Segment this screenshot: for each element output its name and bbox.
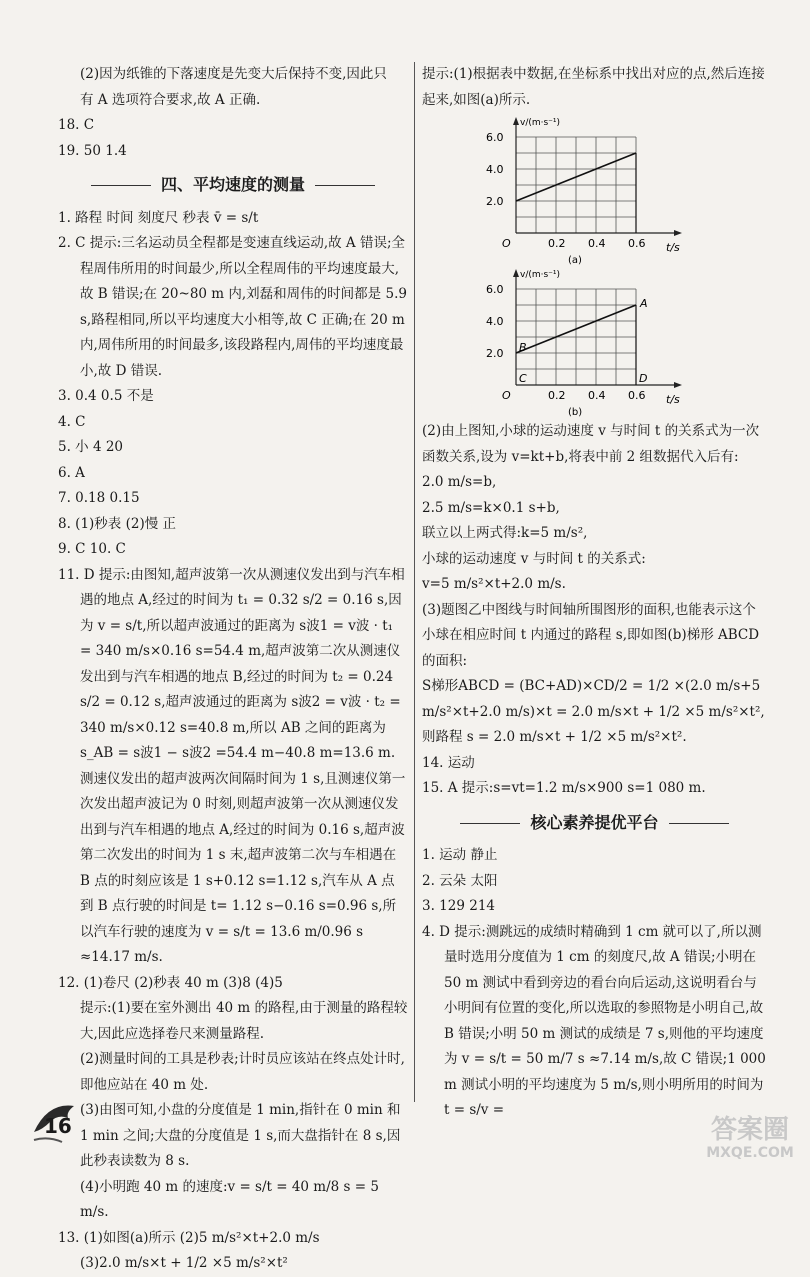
answer-12: 12. (1)卷尺 (2)秒表 40 m (3)8 (4)5: [58, 974, 283, 991]
title-rule: [460, 823, 520, 824]
answer-3: 3. 0.4 0.5 不是: [58, 388, 154, 404]
answer-6: 6. A: [58, 464, 85, 481]
equation-line: 联立以上两式得:k=5 m/s²,: [422, 525, 588, 541]
answer-11: 11. D 提示:由图知,超声波第一次从测速仪发出到与汽车相遇的地点 A,经过的时间为 t₁ = 0.32 s/2 = 0.16 s,因为 v = s/t,所以超声波通过的距离为 s波1 = v波 · t₁ = 340 m/s×0.16 s=54.4 m,超声波第二次从测速仪发出到与汽车相遇的地点 B,经过的时间为 t₂ = 0.24 s/2 = 0.12 s,超声波通过的距离为 s波2 = v波 · t₂ = 340 m/s×0.12 s=40.8 m,所以 AB 之间的距离为 s_AB = s波1 − s波2 =54.4 m−40.8 m=13.6 m. 测速仪发出的超声波两次间隔时间为 1 s,且测速仪第一次发出超声波记为 0 时刻,则超声波第一次从测速仪发出到与汽车相遇的地点 A,经过的时间为 0.16 s,超声波第二次发出的时间为 1 s 末,超声波第二次与车相遇在 B 点的时刻应该是 1 s+0.12 s=1.12 s,汽车从 A 点到 B 点行驶的时间是 t= 1.12 s−0.16 s=0.96 s,所以汽车行驶的速度为 v = s/t = 13.6 m/0.96 s ≈14.17 m/s.: [58, 566, 406, 965]
point-label-d: D: [639, 372, 648, 385]
hint-12-4: (4)小明跑 40 m 的速度:v = s/t = 40 m/8 s = 5 m/s.: [80, 1178, 379, 1220]
right-column: [422, 62, 767, 1124]
hint-12-2: (2)测量时间的工具是秒表;计时员应该站在终点处计时,即他应站在 40 m 处.: [80, 1051, 405, 1093]
answer-8: 8. (1)秒表 (2)慢 正: [58, 515, 176, 532]
answer-14: 14. 运动: [422, 754, 475, 771]
answer-13-3: (3)2.0 m/s×t + 1/2 ×5 m/s²×t²: [80, 1255, 288, 1271]
title-rule: [315, 185, 375, 186]
velocity-time-chart-b: [482, 267, 702, 417]
y-tick-label: 4.0: [486, 315, 504, 328]
core-answer-4: 4. D 提示:测跳远的成绩时精确到 1 cm 就可以了,所以测量时选用分度值为 1 cm 的刻度尺,故 A 错误;小明在 50 m 测试中看到旁边的看台向后运动,这说明看台与小明间有位置的变化,所以选取的参照物是小明自己,故 B 错误;小明 50 m 测试的成绩是 7 s,则他的平均速度为 v = s/t = 50 m/7 s ≈7.14 m/s,故 C 错误;1 000 m 测试小明的平均速度为 5 m/s,则小明所用的时间为 t = s/v =: [422, 923, 766, 1118]
answer-5: 5. 小 4 20: [58, 439, 124, 455]
velocity-time-chart-a: [482, 115, 702, 265]
x-tick-label: 0.6: [628, 389, 646, 402]
x-axis-arrow: [674, 230, 682, 236]
answer-13: 13. (1)如图(a)所示 (2)5 m/s²×t+2.0 m/s: [58, 1229, 320, 1246]
title-rule: [669, 823, 729, 824]
y-axis-label: v/(m·s⁻¹): [520, 118, 561, 128]
left-column: [58, 62, 408, 1277]
point-label-c: C: [519, 372, 527, 385]
section-title: 四、平均速度的测量: [58, 172, 408, 198]
y-axis-label: v/(m·s⁻¹): [520, 270, 561, 280]
watermark-logo: 答案圈 MXQE.COM: [706, 1115, 794, 1161]
y-tick-label: 2.0: [486, 347, 504, 360]
answer-4: 4. C: [58, 413, 86, 430]
point-label-b: B: [519, 341, 527, 354]
core-answer-2: 2. 云朵 太阳: [422, 872, 498, 889]
x-tick-label: 0.6: [628, 237, 646, 250]
hint-13-3: (3)题图乙中图线与时间轴所围图形的面积,也能表示这个小球在相应时间 t 内通过的路程 s,即如图(b)梯形 ABCD 的面积:: [422, 601, 760, 669]
section-title-core: 核心素养提优平台: [422, 810, 767, 836]
column-divider: [414, 62, 415, 1102]
line: 有 A 选项符合要求,故 A 正确.: [80, 91, 261, 108]
x-axis-arrow: [674, 382, 682, 388]
page-number: 16: [28, 1092, 88, 1152]
line: (2)因为纸锥的下落速度是先变大后保持不变,因此只: [80, 66, 387, 82]
hint-12-3: (3)由图可知,小盘的分度值是 1 min,指针在 0 min 和 1 min 之间;大盘的分度值是 1 s,而大盘指针在 8 s,因此秒表读数为 8 s.: [80, 1102, 401, 1169]
answer-18: 18. C: [58, 117, 95, 133]
title-rule: [91, 185, 151, 186]
x-axis-label: t/s: [666, 393, 680, 406]
equation-line: 2.0 m/s=b,: [422, 474, 497, 490]
hint-12-1: 提示:(1)要在室外测出 40 m 的路程,由于测量的路程较大,因此应选择卷尺来测量路程.: [80, 1000, 408, 1042]
x-tick-label: 0.4: [588, 237, 606, 250]
y-axis-arrow: [513, 269, 519, 277]
y-tick-label: 2.0: [486, 195, 504, 208]
hint-13-1: 提示:(1)根据表中数据,在坐标系中找出对应的点,然后连接起来,如图(a)所示.: [422, 66, 765, 108]
hint-13-2: (2)由上图知,小球的运动速度 v 与时间 t 的关系式为一次函数关系,设为 v=kt+b,将表中前 2 组数据代入后有:: [422, 423, 760, 465]
answer-2: 2. C 提示:三名运动员全程都是变速直线运动,故 A 错误;全程周伟所用的时间最少,所以全程周伟的平均速度最大,故 B 错误;在 20~80 m 内,刘磊和周伟的时间都是 5.9 s,路程相同,所以平均速度大小相等,故 C 正确;在 20 m 内,周伟所用的时间最多,该段路程内,周伟的平均速度最小,故 D 错误.: [58, 235, 407, 379]
answer-9-10: 9. C 10. C: [58, 541, 126, 557]
trapezoid-area: S梯形ABCD = (BC+AD)×CD/2 = 1/2 ×(2.0 m/s+5 m/s²×t+2.0 m/s)×t = 2.0 m/s×t + 1/2 ×5 m/s²×t²,: [422, 678, 765, 720]
equation-line: 2.5 m/s=k×0.1 s+b,: [422, 499, 560, 516]
x-tick-label: 0.2: [548, 389, 566, 402]
x-axis-label: t/s: [666, 241, 680, 254]
equation-line: 小球的运动速度 v 与时间 t 的关系式:: [422, 550, 646, 567]
x-tick-label: 0.2: [548, 237, 566, 250]
origin-label: O: [502, 237, 511, 250]
equation-line: v=5 m/s²×t+2.0 m/s.: [422, 576, 566, 592]
y-axis-arrow: [513, 117, 519, 125]
y-tick-label: 6.0: [486, 131, 504, 144]
distance-formula: 则路程 s = 2.0 m/s×t + 1/2 ×5 m/s²×t².: [422, 729, 687, 745]
point-label-a: A: [640, 297, 648, 310]
answer-15: 15. A 提示:s=vt=1.2 m/s×900 s=1 080 m.: [422, 780, 706, 796]
chart-caption: (a): [568, 255, 582, 265]
x-tick-label: 0.4: [588, 389, 606, 402]
core-answer-3: 3. 129 214: [422, 898, 495, 914]
core-answer-1: 1. 运动 静止: [422, 847, 498, 863]
y-tick-label: 6.0: [486, 283, 504, 296]
chart-caption: (b): [568, 407, 583, 417]
answer-19: 19. 50 1.4: [58, 142, 127, 159]
y-tick-label: 4.0: [486, 163, 504, 176]
answer-1: 1. 路程 时间 刻度尺 秒表 v̄ = s/t: [58, 209, 259, 226]
answer-7: 7. 0.18 0.15: [58, 490, 140, 506]
origin-label: O: [502, 389, 511, 402]
